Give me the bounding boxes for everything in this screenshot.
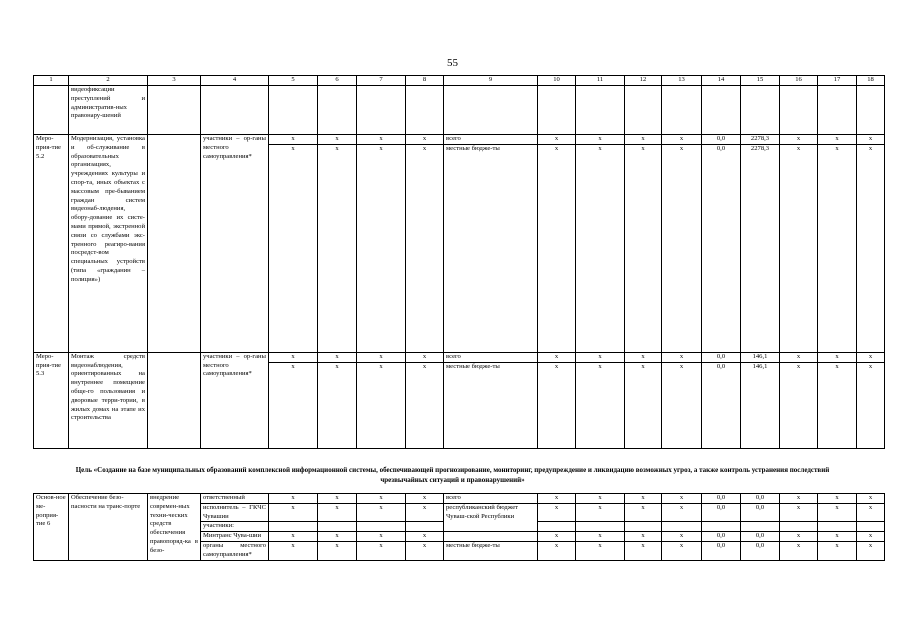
column-number-row — [34, 76, 885, 86]
continuation-row — [34, 86, 885, 135]
cell: x — [857, 362, 885, 448]
cell: x — [406, 503, 444, 522]
cell: x — [662, 532, 702, 542]
cell: x — [576, 541, 625, 560]
cell: x — [318, 494, 357, 504]
cell: x — [625, 494, 662, 504]
cell: 0,0 — [741, 532, 780, 542]
cell: x — [576, 135, 625, 145]
cell: x — [357, 541, 406, 560]
cell: x — [538, 144, 576, 352]
cell: x — [662, 541, 702, 560]
cell: x — [538, 135, 576, 145]
cell: x — [406, 352, 444, 362]
measure-5-3-label: Меро-прия-тие 5.3 — [34, 352, 69, 448]
cell: x — [818, 494, 857, 504]
cell: x — [576, 532, 625, 542]
funding-source: местные бюдже-ты — [444, 541, 538, 560]
cell: x — [625, 144, 662, 352]
continuation-text: видеофиксации преступлений и административ-ных правонару-шений — [69, 86, 148, 135]
cell: x — [576, 362, 625, 448]
cell: x — [857, 135, 885, 145]
cell: x — [662, 135, 702, 145]
cell: 0,0 — [702, 144, 741, 352]
cell: x — [269, 352, 318, 362]
table-row-main6-total — [34, 494, 885, 504]
cell: x — [662, 352, 702, 362]
page-number: 55 — [447, 57, 458, 69]
col-number: 3 — [148, 76, 201, 86]
table-row-m53-total — [34, 352, 885, 362]
measure-5-2-label: Меро-прия-тие 5.2 — [34, 135, 69, 353]
cell: x — [857, 532, 885, 542]
cell: x — [357, 532, 406, 542]
cell: x — [625, 541, 662, 560]
cell: x — [269, 362, 318, 448]
col-number: 15 — [741, 76, 780, 86]
cell: x — [780, 532, 818, 542]
cell: x — [780, 494, 818, 504]
col-number: 2 — [69, 76, 148, 86]
cell: x — [857, 352, 885, 362]
cell: x — [538, 541, 576, 560]
cell: 0,0 — [702, 362, 741, 448]
table-row-m52-total — [34, 135, 885, 145]
cell: x — [357, 503, 406, 522]
executor-label: исполнитель – ГКЧС Чувашии — [201, 503, 269, 522]
cell: x — [357, 144, 406, 352]
cell: x — [818, 352, 857, 362]
participant-local-govt: органы местного самоуправления* — [201, 541, 269, 560]
participants-label: участники: — [201, 522, 269, 532]
cell: x — [780, 362, 818, 448]
cell: x — [318, 541, 357, 560]
main-measure-6-label: Основ-ное ме-роприя-тие 6 — [34, 494, 69, 561]
cell: 0,0 — [702, 532, 741, 542]
funding-source: всего — [444, 494, 538, 504]
col-number: 10 — [538, 76, 576, 86]
col-number: 16 — [780, 76, 818, 86]
cell: x — [269, 135, 318, 145]
responsible-label: ответственный — [201, 494, 269, 504]
cell: x — [538, 352, 576, 362]
funding-source: всего — [444, 135, 538, 145]
cell: x — [357, 135, 406, 145]
cell: 0,0 — [702, 352, 741, 362]
cell: x — [818, 541, 857, 560]
cell: x — [406, 494, 444, 504]
cell: x — [857, 541, 885, 560]
cell: x — [625, 362, 662, 448]
cell: x — [576, 352, 625, 362]
cell: x — [318, 144, 357, 352]
cell: 146,1 — [741, 362, 780, 448]
program-table-top — [33, 75, 885, 449]
cell: x — [318, 532, 357, 542]
cell: x — [780, 541, 818, 560]
col-number: 9 — [444, 76, 538, 86]
col-number: 12 — [625, 76, 662, 86]
cell: 2278,3 — [741, 144, 780, 352]
cell: 0,0 — [741, 541, 780, 560]
cell: x — [318, 352, 357, 362]
cell: x — [269, 144, 318, 352]
measure-5-3-description: Монтаж средств видеонаблюдения, ориентированных на внутреннее помещение обще-го пользования и дворовые терри-тории, в жилых домах на этапе их строительства — [69, 352, 148, 448]
col-number: 7 — [357, 76, 406, 86]
cell: x — [406, 144, 444, 352]
funding-source: местные бюдже-ты — [444, 362, 538, 448]
cell: x — [625, 135, 662, 145]
col-number: 18 — [857, 76, 885, 86]
program-table-bottom — [33, 493, 885, 561]
cell: x — [662, 503, 702, 522]
cell: 0,0 — [702, 503, 741, 522]
cell: x — [357, 362, 406, 448]
cell: x — [269, 532, 318, 542]
participant-mintrans: Минтранс Чува-шии — [201, 532, 269, 542]
measure-5-2-description: Модернизация, установка и об-служивание в образовательных организациях, учреждениях культуры и спор-та, иных объектах с массовым пре-быванием граждан систем видеонаб-людения, обору-дование их систе-мами прямой, экстренной связи со службами экс-тренного реагиро-вания посредст-вом специальных устройств (типа «гражданин – полиция») — [69, 135, 148, 353]
cell: x — [538, 494, 576, 504]
col-number: 5 — [269, 76, 318, 86]
cell: x — [269, 541, 318, 560]
col-number: 11 — [576, 76, 625, 86]
cell: x — [662, 494, 702, 504]
cell: 0,0 — [741, 494, 780, 504]
cell: x — [625, 352, 662, 362]
cell: 0,0 — [702, 494, 741, 504]
cell: x — [538, 362, 576, 448]
cell: x — [625, 503, 662, 522]
col-number: 8 — [406, 76, 444, 86]
cell: x — [780, 144, 818, 352]
cell: 146,1 — [741, 352, 780, 362]
cell: x — [357, 494, 406, 504]
col-number: 1 — [34, 76, 69, 86]
cell: 0,0 — [702, 135, 741, 145]
cell: x — [818, 362, 857, 448]
cell: 0,0 — [741, 503, 780, 522]
cell: x — [269, 494, 318, 504]
cell: x — [576, 503, 625, 522]
funding-source: местные бюдже-ты — [444, 144, 538, 352]
cell: x — [406, 532, 444, 542]
cell: x — [406, 541, 444, 560]
measure-5-2-participants: участники – ор-ганы местного самоуправления* — [201, 135, 269, 353]
funding-source: республиканский бюджет Чуваш-ской Республики — [444, 503, 538, 531]
col-number: 6 — [318, 76, 357, 86]
cell: x — [538, 503, 576, 522]
cell: x — [780, 352, 818, 362]
cell: x — [780, 503, 818, 522]
cell: x — [576, 494, 625, 504]
col-number: 14 — [702, 76, 741, 86]
funding-source — [444, 532, 538, 542]
main-measure-6-title: Обеспечение безо-пасности на транс-порте — [69, 494, 148, 561]
cell: x — [318, 362, 357, 448]
cell: x — [780, 135, 818, 145]
cell: x — [662, 144, 702, 352]
main-measure-6-goal: внедрение современ-ных техни-ческих средств обеспечения правопоряд-ка в безо- — [148, 494, 201, 561]
cell: 0,0 — [702, 541, 741, 560]
cell: x — [576, 144, 625, 352]
cell: x — [818, 503, 857, 522]
cell: x — [357, 352, 406, 362]
funding-source: всего — [444, 352, 538, 362]
cell: x — [818, 135, 857, 145]
cell: x — [818, 144, 857, 352]
cell: x — [857, 144, 885, 352]
cell: 2278,3 — [741, 135, 780, 145]
cell: x — [318, 503, 357, 522]
cell: x — [662, 362, 702, 448]
col-number: 13 — [662, 76, 702, 86]
cell: x — [818, 532, 857, 542]
col-number: 4 — [201, 76, 269, 86]
cell: x — [857, 494, 885, 504]
cell: x — [406, 135, 444, 145]
measure-5-3-participants: участники – ор-ганы местного самоуправления* — [201, 352, 269, 448]
cell: x — [269, 503, 318, 522]
cell: x — [625, 532, 662, 542]
cell: x — [538, 532, 576, 542]
goal-heading: Цель «Создание на базе муниципальных образований комплексной информационной системы, обеспечивающей прогнозирование, мониторинг, предупреждение и ликвидацию возможных угроз, а также контроль устранения последствий чрезвычайных ситуаций и правонарушений» — [75, 466, 830, 484]
cell: x — [857, 503, 885, 522]
cell: x — [318, 135, 357, 145]
cell: x — [406, 362, 444, 448]
col-number: 17 — [818, 76, 857, 86]
